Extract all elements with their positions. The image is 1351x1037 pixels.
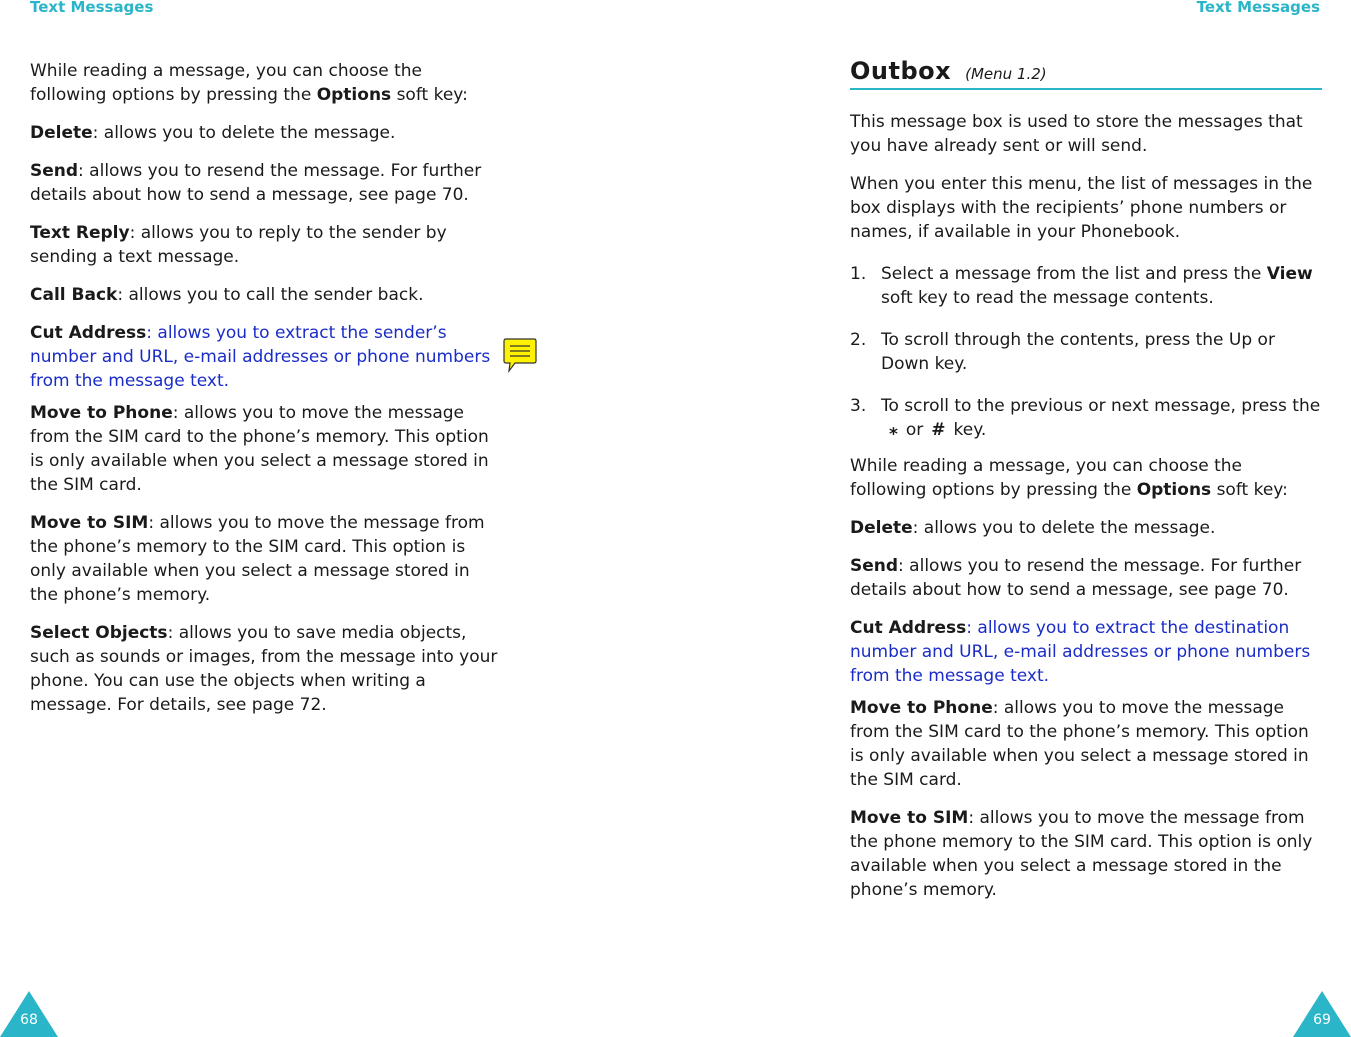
outbox-description: This message box is used to store the messages that you have already sent or will send. bbox=[850, 112, 1303, 156]
options-intro: While reading a message, you can choose the following options by pressing the Options soft key: bbox=[30, 61, 468, 105]
left-page bbox=[0, 0, 660, 1037]
hash-key-icon: # bbox=[931, 420, 946, 440]
page-number: 68 bbox=[0, 991, 58, 1037]
star-key-icon: ⁎ bbox=[889, 420, 898, 440]
option-delete: Delete: allows you to delete the message. bbox=[850, 518, 1216, 538]
option-cut-address: Cut Address: allows you to extract the sender’s number and URL, e-mail addresses or phone numbers from the message text. bbox=[30, 323, 491, 391]
option-cut-address: Cut Address: allows you to extract the destination number and URL, e-mail addresses or phone numbers from the message text. bbox=[850, 618, 1311, 686]
note-icon bbox=[503, 337, 537, 373]
option-move-to-sim: Move to SIM: allows you to move the message from the phone memory to the SIM card. This option is only available when you select a message stored in the phone’s memory. bbox=[850, 808, 1313, 900]
page-title: Outbox bbox=[850, 57, 952, 85]
step-item: 3. To scroll to the previous or next message, press the⁎ or # key. bbox=[850, 396, 1321, 440]
right-column bbox=[850, 59, 1322, 916]
options-intro: While reading a message, you can choose the following options by pressing the Options soft key: bbox=[850, 456, 1288, 500]
page-number: 69 bbox=[1293, 991, 1351, 1037]
running-head: Text Messages bbox=[30, 0, 154, 16]
option-delete: Delete: allows you to delete the message. bbox=[30, 123, 396, 143]
menu-ref: (Menu 1.2) bbox=[965, 65, 1047, 83]
option-call-back: Call Back: allows you to call the sender back. bbox=[30, 285, 424, 305]
step-item: 1. Select a message from the list and press the View soft key to read the message contents. bbox=[850, 264, 1313, 308]
running-head: Text Messages bbox=[1196, 0, 1320, 16]
option-send: Send: allows you to resend the message. For further details about how to send a message, see page 70. bbox=[850, 556, 1302, 600]
step-item: 2. To scroll through the contents, press the Up or Down key. bbox=[850, 330, 1275, 374]
option-text-reply: Text Reply: allows you to reply to the sender by sending a text message. bbox=[30, 223, 447, 267]
steps-list bbox=[850, 262, 1322, 442]
right-page bbox=[676, 0, 1351, 1037]
option-move-to-sim: Move to SIM: allows you to move the message from the phone’s memory to the SIM card. This option is only available when you select a message stored in the phone’s memory. bbox=[30, 513, 485, 605]
section-title bbox=[850, 59, 1322, 90]
outbox-list-description: When you enter this menu, the list of messages in the box displays with the recipients’ phone numbers or names, if available in your Phonebook. bbox=[850, 174, 1313, 242]
option-select-objects: Select Objects: allows you to save media objects, such as sounds or images, from the message into your phone. You can use the objects when writing a message. For details, see page 72. bbox=[30, 623, 498, 715]
option-move-to-phone: Move to Phone: allows you to move the message from the SIM card to the phone’s memory. This option is only available when you select a message stored in the SIM card. bbox=[850, 698, 1309, 790]
left-column bbox=[30, 59, 500, 731]
option-send: Send: allows you to resend the message. For further details about how to send a message, see page 70. bbox=[30, 161, 482, 205]
option-move-to-phone: Move to Phone: allows you to move the message from the SIM card to the phone’s memory. This option is only available when you select a message stored in the SIM card. bbox=[30, 403, 489, 495]
